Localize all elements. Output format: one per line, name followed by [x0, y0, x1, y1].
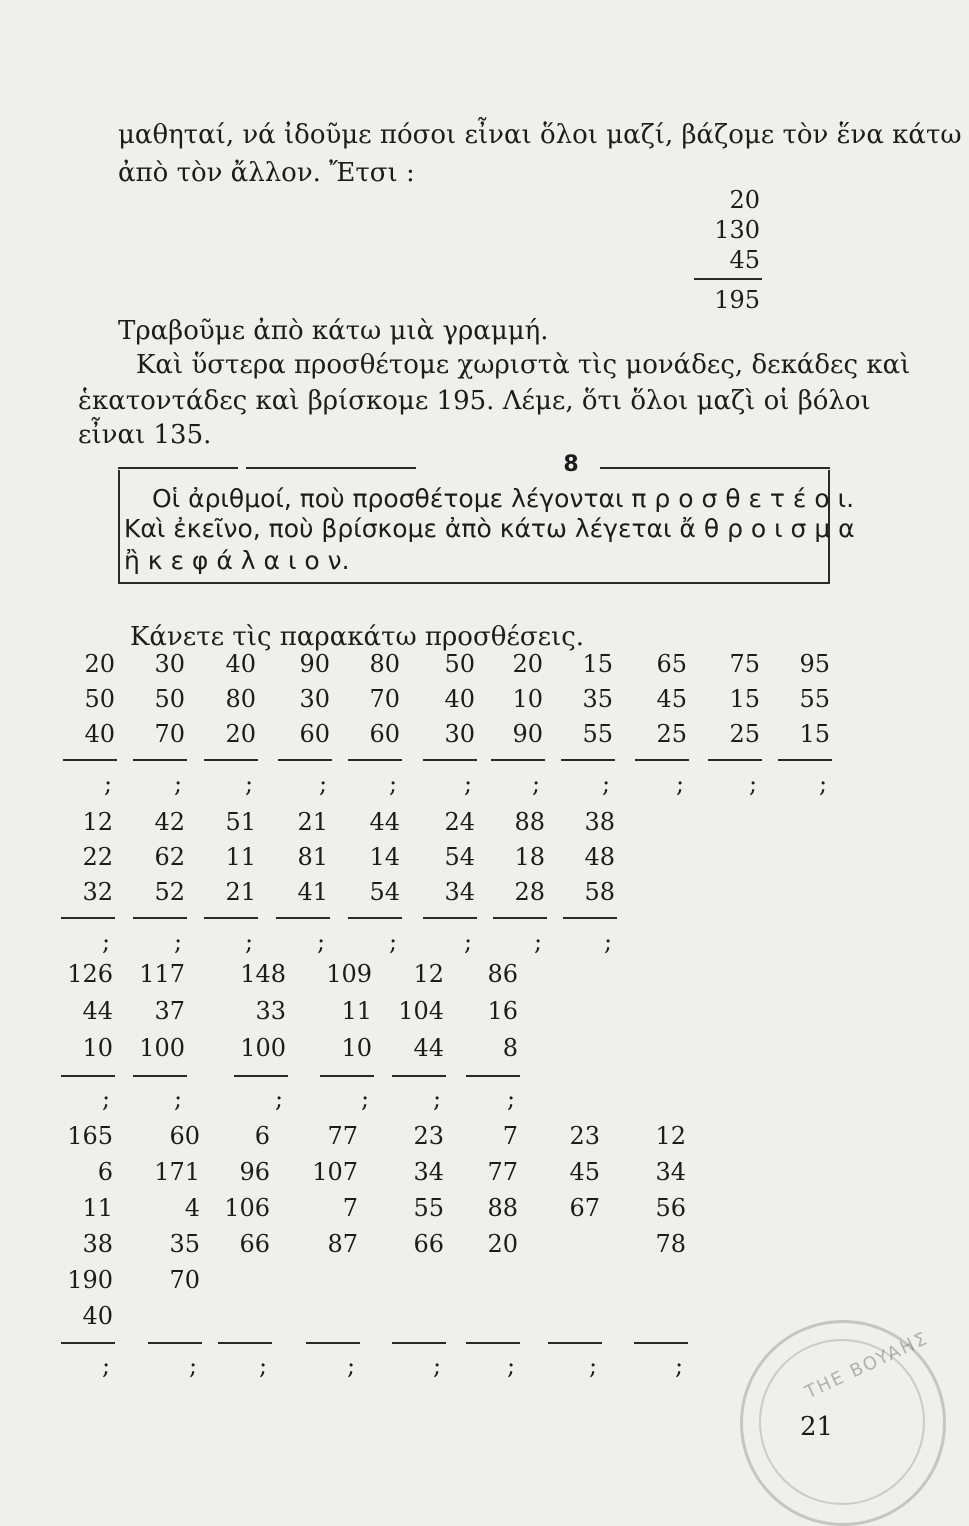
addend-number: 6	[254, 1122, 270, 1150]
addend-number: 8	[502, 1034, 518, 1062]
page-number: 21	[800, 1412, 834, 1442]
answer-placeholder: ;	[506, 1352, 516, 1380]
sum-line	[148, 1342, 202, 1344]
addend-number: 81	[297, 843, 328, 871]
sum-line	[133, 917, 187, 919]
sum-line	[204, 917, 258, 919]
answer-placeholder: ;	[463, 770, 473, 798]
addend-number: 40	[84, 720, 115, 748]
answer-placeholder: ;	[258, 1352, 268, 1380]
answer-placeholder: ;	[463, 928, 473, 956]
answer-placeholder: ;	[588, 1352, 598, 1380]
addend-number: 107	[312, 1158, 358, 1186]
addend-number: 88	[487, 1194, 518, 1222]
definition-line: Οἱ ἀριθμοί, ποὺ προσθέτομε λέγονται π ρ ο σ θ ε τ έ ο ι.	[152, 484, 855, 513]
addend-number: 30	[444, 720, 475, 748]
stamp-text: THE BOYAHΣ	[801, 1327, 932, 1404]
addend-number: 126	[67, 960, 113, 988]
paragraph-line: εἶναι 135.	[78, 420, 212, 450]
addend-number: 30	[154, 650, 185, 678]
addend-number: 14	[369, 843, 400, 871]
addend-number: 7	[342, 1194, 358, 1222]
addend-number: 12	[413, 960, 444, 988]
addend-number: 96	[239, 1158, 270, 1186]
answer-placeholder: ;	[432, 1352, 442, 1380]
answer-placeholder: ;	[188, 1352, 198, 1380]
addend-number: 33	[255, 997, 286, 1025]
example-addend: 20	[729, 186, 760, 214]
paragraph-line: Τραβοῦμε ἀπὸ κάτω μιὰ γραμμή.	[118, 316, 549, 346]
addend-number: 35	[169, 1230, 200, 1258]
answer-placeholder: ;	[388, 770, 398, 798]
answer-placeholder: ;	[173, 928, 183, 956]
definition-line: Καὶ ἐκεῖνο, ποὺ βρίσκομε ἀπὸ κάτω λέγεται ἄ θ ρ ο ι σ μ α	[124, 514, 855, 543]
addend-number: 11	[82, 1194, 113, 1222]
sum-line	[218, 1342, 272, 1344]
section-number: 8	[563, 452, 579, 477]
addend-number: 70	[369, 685, 400, 713]
addend-number: 6	[97, 1158, 113, 1186]
sum-line	[423, 759, 477, 761]
sum-line	[423, 917, 477, 919]
answer-placeholder: ;	[432, 1085, 442, 1113]
addend-number: 40	[444, 685, 475, 713]
addend-number: 62	[154, 843, 185, 871]
answer-placeholder: ;	[318, 770, 328, 798]
addend-number: 104	[398, 997, 444, 1025]
addend-number: 60	[369, 720, 400, 748]
answer-placeholder: ;	[103, 770, 113, 798]
addend-number: 106	[224, 1194, 270, 1222]
addend-number: 38	[584, 808, 615, 836]
addend-number: 77	[327, 1122, 358, 1150]
answer-placeholder: ;	[360, 1085, 370, 1113]
addend-number: 40	[225, 650, 256, 678]
addend-number: 77	[487, 1158, 518, 1186]
addend-number: 109	[326, 960, 372, 988]
definition-line: ἢ κ ε φ ά λ α ι ο ν.	[124, 546, 350, 575]
addend-number: 37	[154, 997, 185, 1025]
answer-placeholder: ;	[531, 770, 541, 798]
sum-line	[278, 759, 332, 761]
sum-line	[348, 759, 402, 761]
paragraph-line: μαθηταί, νά ἰδοῦμε πόσοι εἶναι ὅλοι μαζί, βάζομε τὸν ἕνα κάτω	[118, 120, 962, 150]
addend-number: 60	[299, 720, 330, 748]
answer-placeholder: ;	[101, 928, 111, 956]
example-addend: 45	[729, 246, 760, 274]
addend-number: 21	[297, 808, 328, 836]
addend-number: 56	[655, 1194, 686, 1222]
answer-placeholder: ;	[274, 1085, 284, 1113]
answer-placeholder: ;	[603, 928, 613, 956]
sum-line	[234, 1075, 288, 1077]
sum-line	[491, 759, 545, 761]
paragraph-line: ἀπὸ τὸν ἄλλον. Ἔτσι :	[118, 158, 415, 188]
answer-placeholder: ;	[601, 770, 611, 798]
addend-number: 95	[799, 650, 830, 678]
sum-line	[466, 1342, 520, 1344]
sum-line	[276, 917, 330, 919]
sum-line	[694, 278, 762, 280]
addend-number: 87	[327, 1230, 358, 1258]
addend-number: 10	[82, 1034, 113, 1062]
sum-line	[392, 1075, 446, 1077]
sum-line	[635, 759, 689, 761]
addend-number: 66	[239, 1230, 270, 1258]
sum-line	[778, 759, 832, 761]
addend-number: 165	[67, 1122, 113, 1150]
answer-placeholder: ;	[506, 1085, 516, 1113]
addend-number: 23	[413, 1122, 444, 1150]
addend-number: 44	[369, 808, 400, 836]
sum-line	[133, 759, 187, 761]
addend-number: 20	[487, 1230, 518, 1258]
addend-number: 44	[82, 997, 113, 1025]
sum-line	[63, 759, 117, 761]
addend-number: 23	[569, 1122, 600, 1150]
addend-number: 18	[514, 843, 545, 871]
addend-number: 70	[154, 720, 185, 748]
addend-number: 30	[299, 685, 330, 713]
sum-line	[204, 759, 258, 761]
addend-number: 38	[82, 1230, 113, 1258]
addend-number: 50	[84, 685, 115, 713]
sum-line	[392, 1342, 446, 1344]
answer-placeholder: ;	[818, 770, 828, 798]
addend-number: 21	[225, 878, 256, 906]
addend-number: 10	[512, 685, 543, 713]
answer-placeholder: ;	[101, 1352, 111, 1380]
example-sum: 195	[714, 286, 760, 314]
answer-placeholder: ;	[675, 770, 685, 798]
sum-line	[306, 1342, 360, 1344]
addend-number: 20	[84, 650, 115, 678]
sum-line	[708, 759, 762, 761]
addend-number: 58	[584, 878, 615, 906]
sum-line	[61, 1075, 115, 1077]
addend-number: 35	[582, 685, 613, 713]
addend-number: 10	[341, 1034, 372, 1062]
addend-number: 20	[512, 650, 543, 678]
sum-line	[466, 1075, 520, 1077]
paragraph-line: Καὶ ὕστερα προσθέτομε χωριστὰ τὶς μονάδες, δεκάδες καὶ	[136, 350, 911, 380]
addend-number: 171	[154, 1158, 200, 1186]
addend-number: 80	[369, 650, 400, 678]
answer-placeholder: ;	[674, 1352, 684, 1380]
addend-number: 44	[413, 1034, 444, 1062]
addend-number: 16	[487, 997, 518, 1025]
addend-number: 42	[154, 808, 185, 836]
sum-line	[320, 1075, 374, 1077]
answer-placeholder: ;	[748, 770, 758, 798]
addend-number: 67	[569, 1194, 600, 1222]
answer-placeholder: ;	[244, 928, 254, 956]
addend-number: 28	[514, 878, 545, 906]
addend-number: 60	[169, 1122, 200, 1150]
addend-number: 100	[139, 1034, 185, 1062]
sum-line	[634, 1342, 688, 1344]
addend-number: 75	[729, 650, 760, 678]
addend-number: 148	[240, 960, 286, 988]
answer-placeholder: ;	[101, 1085, 111, 1113]
addend-number: 50	[154, 685, 185, 713]
addend-number: 20	[225, 720, 256, 748]
sum-line	[348, 917, 402, 919]
answer-placeholder: ;	[316, 928, 326, 956]
addend-number: 34	[655, 1158, 686, 1186]
addend-number: 70	[169, 1266, 200, 1294]
addend-number: 11	[341, 997, 372, 1025]
sum-line	[548, 1342, 602, 1344]
addend-number: 55	[799, 685, 830, 713]
addend-number: 24	[444, 808, 475, 836]
addend-number: 34	[413, 1158, 444, 1186]
addend-number: 25	[656, 720, 687, 748]
addend-number: 78	[655, 1230, 686, 1258]
addend-number: 90	[299, 650, 330, 678]
addend-number: 54	[444, 843, 475, 871]
exercise-instruction: Κάνετε τὶς παρακάτω προσθέσεις.	[130, 622, 585, 652]
sum-line	[493, 917, 547, 919]
sum-line	[563, 917, 617, 919]
addend-number: 12	[82, 808, 113, 836]
sum-line	[561, 759, 615, 761]
addend-number: 190	[67, 1266, 113, 1294]
addend-number: 32	[82, 878, 113, 906]
addend-number: 88	[514, 808, 545, 836]
sum-line	[133, 1075, 187, 1077]
addend-number: 65	[656, 650, 687, 678]
answer-placeholder: ;	[346, 1352, 356, 1380]
answer-placeholder: ;	[533, 928, 543, 956]
addend-number: 7	[502, 1122, 518, 1150]
addend-number: 41	[297, 878, 328, 906]
example-addend: 130	[714, 216, 760, 244]
addend-number: 40	[82, 1302, 113, 1330]
answer-placeholder: ;	[244, 770, 254, 798]
addend-number: 15	[729, 685, 760, 713]
addend-number: 22	[82, 843, 113, 871]
addend-number: 15	[582, 650, 613, 678]
answer-placeholder: ;	[173, 1085, 183, 1113]
sum-line	[61, 917, 115, 919]
addend-number: 90	[512, 720, 543, 748]
addend-number: 52	[154, 878, 185, 906]
addend-number: 4	[184, 1194, 200, 1222]
addend-number: 117	[139, 960, 185, 988]
addend-number: 45	[656, 685, 687, 713]
addend-number: 86	[487, 960, 518, 988]
addend-number: 51	[225, 808, 256, 836]
sum-line	[61, 1342, 115, 1344]
addend-number: 25	[729, 720, 760, 748]
answer-placeholder: ;	[388, 928, 398, 956]
addend-number: 45	[569, 1158, 600, 1186]
addend-number: 34	[444, 878, 475, 906]
addend-number: 48	[584, 843, 615, 871]
addend-number: 55	[582, 720, 613, 748]
addend-number: 11	[225, 843, 256, 871]
addend-number: 55	[413, 1194, 444, 1222]
addend-number: 100	[240, 1034, 286, 1062]
addend-number: 66	[413, 1230, 444, 1258]
paragraph-line: ἑκατοντάδες καὶ βρίσκομε 195. Λέμε, ὅτι ὅλοι μαζὶ οἱ βόλοι	[78, 386, 871, 416]
addend-number: 12	[655, 1122, 686, 1150]
addend-number: 80	[225, 685, 256, 713]
answer-placeholder: ;	[173, 770, 183, 798]
addend-number: 15	[799, 720, 830, 748]
addend-number: 54	[369, 878, 400, 906]
addend-number: 50	[444, 650, 475, 678]
